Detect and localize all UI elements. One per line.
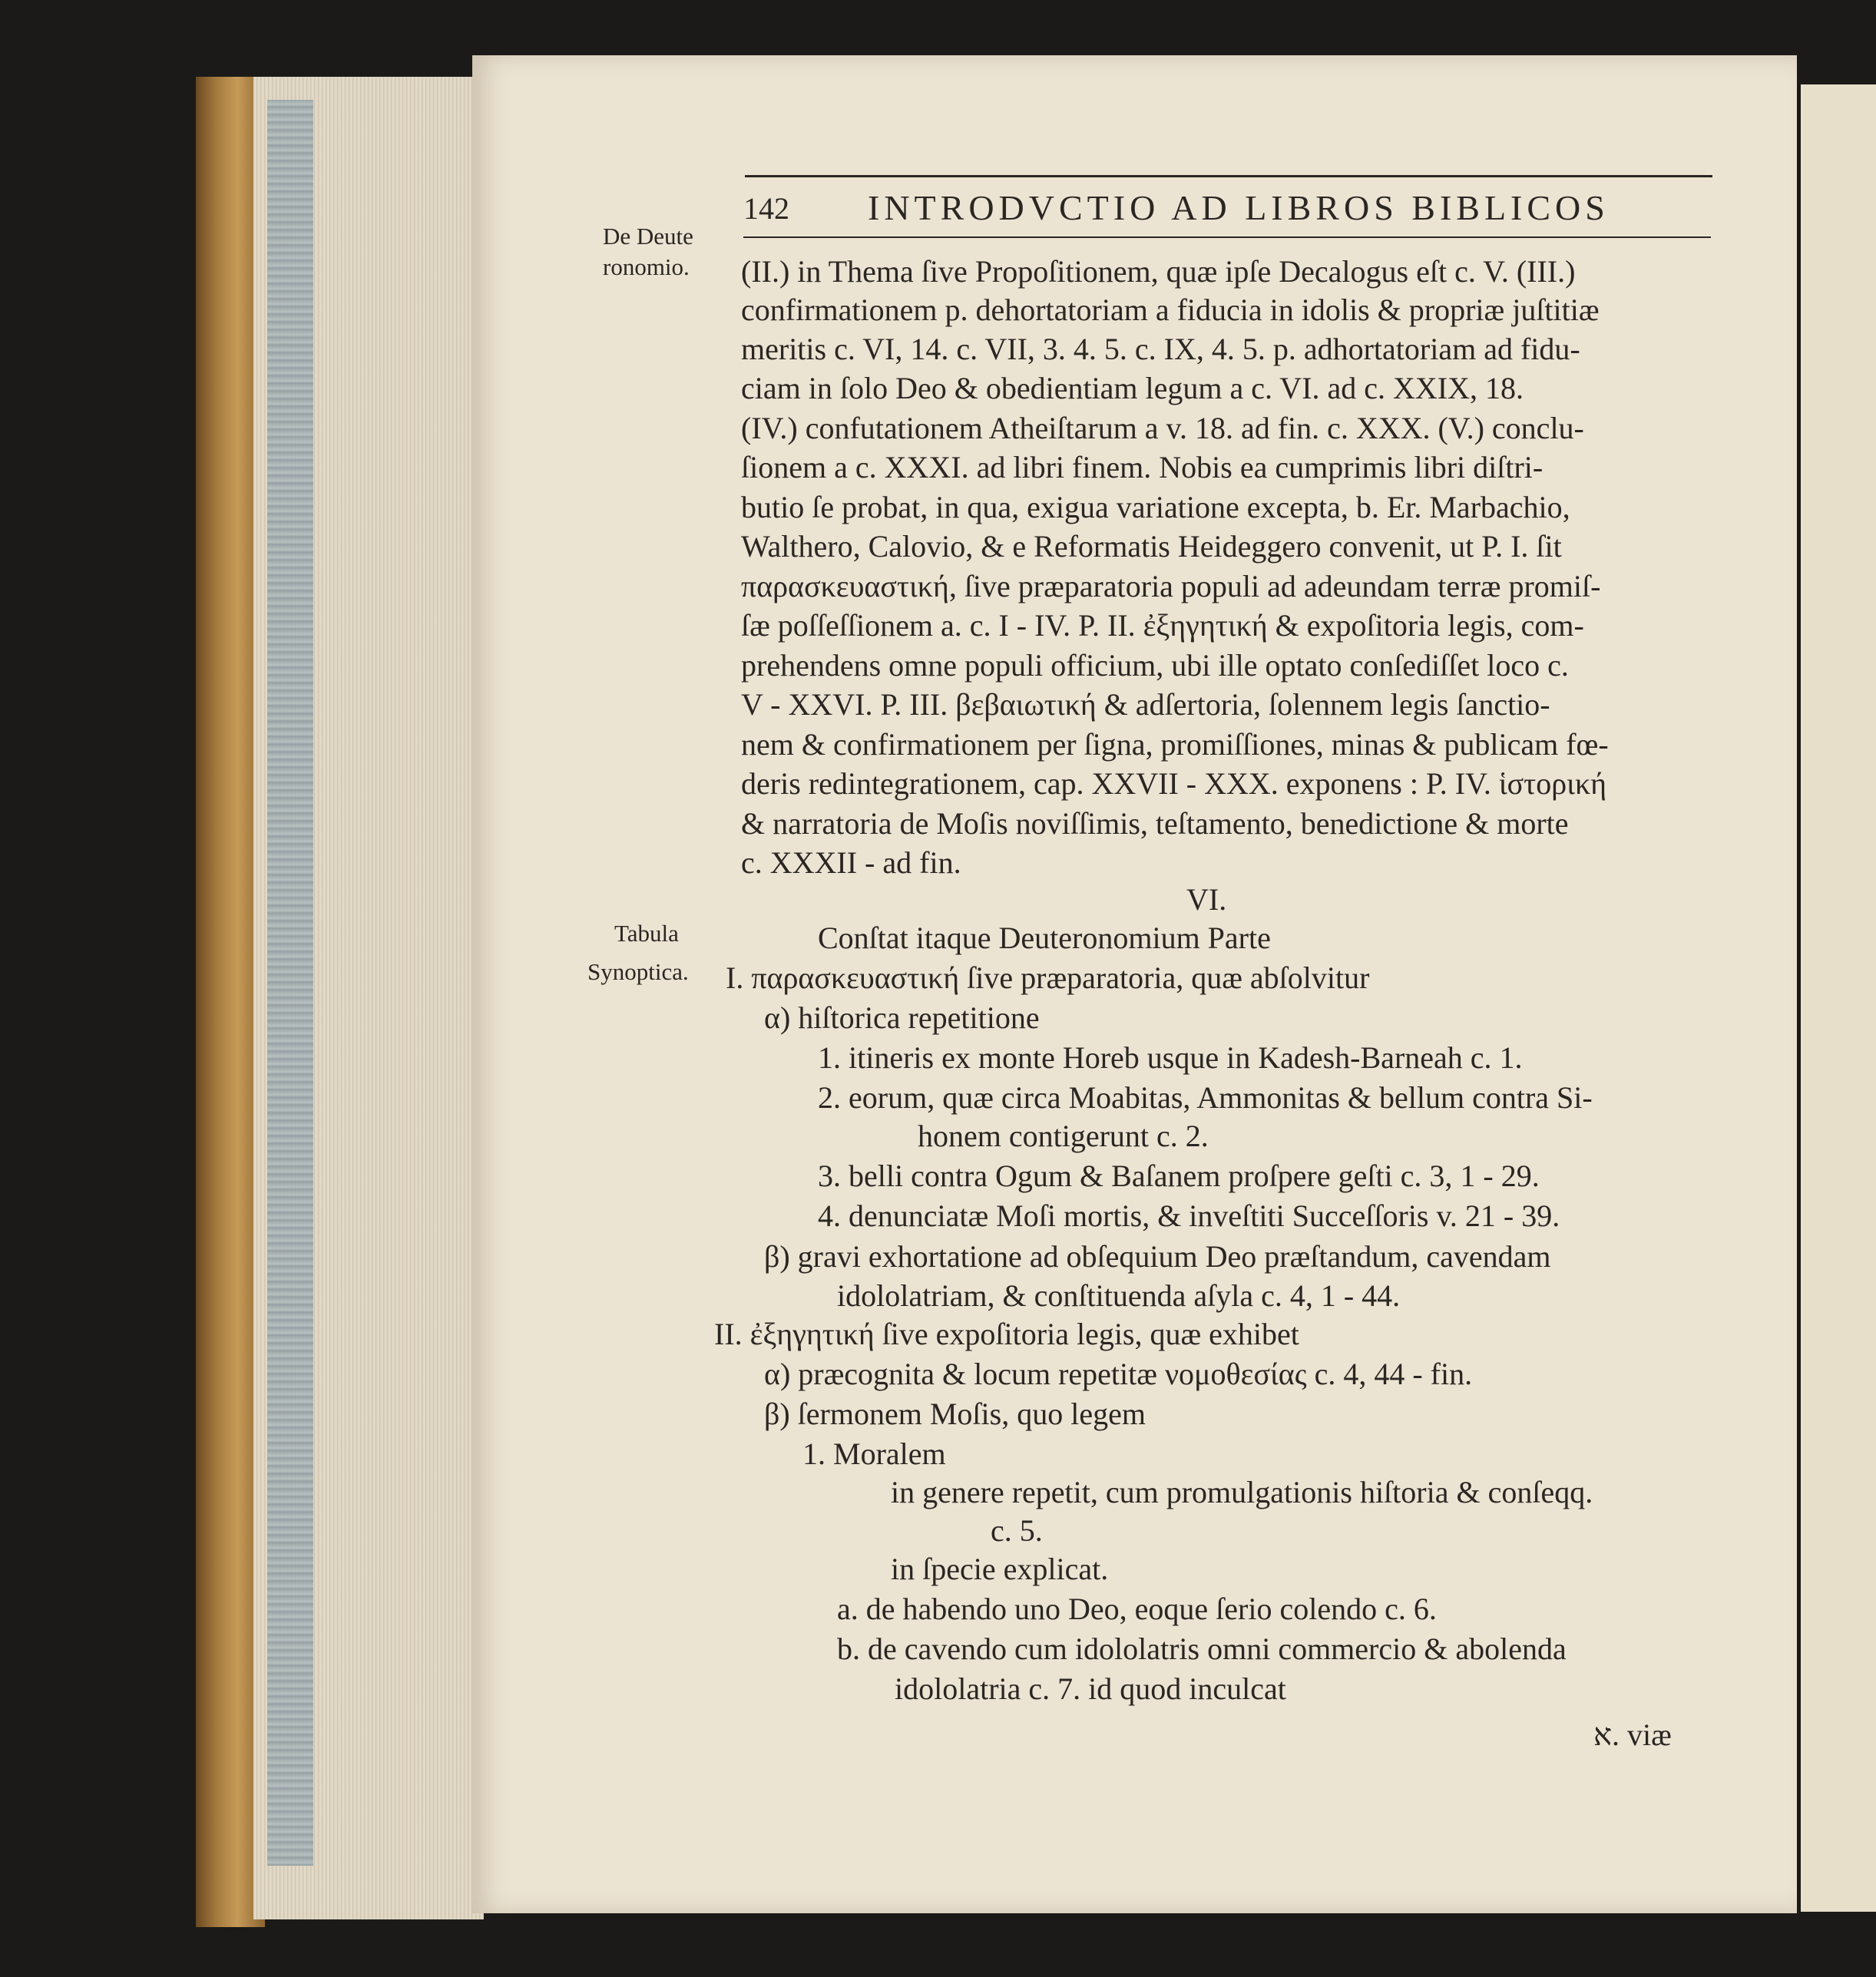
margin-note-synoptica: Synoptica. (587, 958, 689, 985)
synopsis-line: Conſtat itaque Deuteronomium Parte (818, 921, 1271, 955)
synopsis-line: a. de habendo uno Deo, eoque ſerio colendo c. 6. (837, 1592, 1437, 1626)
paragraph-line: confirmationem p. dehortatoriam a fiducia in idolis & propriæ juſtitiæ (741, 293, 1600, 327)
synopsis-line: idololatria c. 7. id quod inculcat (895, 1671, 1286, 1706)
running-title: INTRODVCTIO AD LIBROS BIBLICOS (868, 188, 1610, 227)
paragraph-line: & narratoria de Moſis noviſſimis, teſtamento, benedictione & morte (741, 806, 1569, 841)
synopsis-line: β) ſermonem Moſis, quo legem (764, 1397, 1146, 1431)
synopsis-line: 1. itineris ex monte Horeb usque in Kadesh-Barneah c. 1. (818, 1040, 1523, 1075)
synopsis-line: honem contigerunt c. 2. (918, 1119, 1209, 1153)
synopsis-line: α) præcognita & locum repetitæ νομοθεσίας c. 4, 44 - fin. (764, 1357, 1473, 1391)
margin-note-deuteronomio-1: De Deute (603, 223, 693, 250)
synopsis-line: α) hiſtorica repetitione (764, 1000, 1040, 1035)
facing-page-edge (1801, 84, 1876, 1912)
paragraph-line: V - XXVI. P. III. βεβαιωτική & adſertoria, ſolennem legis ſanctio- (741, 687, 1550, 722)
margin-note-deuteronomio-2: ronomio. (603, 253, 690, 280)
paragraph-line: prehendens omne populi officium, ubi ille optato conſediſſet loco c. (741, 648, 1569, 683)
synopsis-line: c. 5. (991, 1513, 1043, 1548)
paragraph-line: c. XXXII - ad fin. (741, 845, 961, 880)
paragraph-line: butio ſe probat, in qua, exigua variatione excepta, b. Er. Marbachio, (741, 490, 1570, 524)
synopsis-line: idololatriam, & conſtituenda aſyla c. 4, 1 - 44. (837, 1278, 1401, 1313)
synopsis-line: 4. denunciatæ Moſi mortis, & inveſtiti Succeſſoris v. 21 - 39. (818, 1198, 1560, 1233)
synopsis-line: I. παρασκευαστική ſive præparatoria, quæ abſolvitur (726, 960, 1370, 995)
page-number: 142 (743, 191, 789, 226)
catchword: א. viæ (1593, 1717, 1672, 1752)
synopsis-line: in genere repetit, cum promulgationis hiſtoria & conſeqq. (891, 1475, 1593, 1509)
paragraph-line: ſionem a c. XXXI. ad libri finem. Nobis ea cumprimis libri diſtri- (741, 450, 1543, 484)
section-number: VI. (1186, 882, 1227, 917)
synopsis-line: in ſpecie explicat. (891, 1552, 1109, 1586)
synopsis-line: b. de cavendo cum idololatris omni commercio & abolenda (837, 1632, 1567, 1666)
paragraph-line: deris redintegrationem, cap. XXVII - XXX. exponens : P. IV. ἱστορική (741, 766, 1607, 801)
paragraph-line: ſæ poſſeſſionem a. c. I - IV. P. II. ἐξηγητική & expoſitoria legis, com- (741, 608, 1584, 643)
fore-edge (267, 100, 313, 1866)
paragraph-line: ciam in ſolo Deo & obedientiam legum a c. VI. ad c. XXIX, 18. (741, 371, 1524, 405)
header-top-rule (745, 175, 1712, 177)
synopsis-line: β) gravi exhortatione ad obſequium Deo præſtandum, cavendam (764, 1239, 1551, 1274)
paragraph-line: Walthero, Calovio, & e Reformatis Heideggero convenit, ut P. I. ſit (741, 529, 1562, 564)
paragraph-line: (IV.) confutationem Atheiſtarum a v. 18. ad fin. c. XXX. (V.) conclu- (741, 411, 1584, 445)
paragraph-line: meritis c. VI, 14. c. VII, 3. 4. 5. c. IX, 4. 5. p. adhortatoriam ad fidu- (741, 332, 1580, 366)
paragraph-line: παρασκευαστική, ſive præparatoria populi ad adeundam terræ promiſ- (741, 569, 1601, 603)
synopsis-line: 3. belli contra Ogum & Baſanem proſpere geſti c. 3, 1 - 29. (818, 1159, 1540, 1193)
synopsis-line: II. ἐξηγητική ſive expoſitoria legis, quæ exhibet (714, 1317, 1299, 1351)
paragraph-line: nem & confirmationem per ſigna, promiſſiones, minas & publicam fœ- (741, 727, 1609, 762)
paragraph-line: (II.) in Thema ſive Propoſitionem, quæ ipſe Decalogus eſt c. V. (III.) (741, 254, 1576, 289)
margin-note-tabula: Tabula (614, 920, 679, 947)
synopsis-line: 1. Moralem (802, 1436, 946, 1471)
header-bottom-rule (743, 236, 1711, 238)
synopsis-line: 2. eorum, quæ circa Moabitas, Ammonitas & bellum contra Si- (818, 1080, 1593, 1115)
